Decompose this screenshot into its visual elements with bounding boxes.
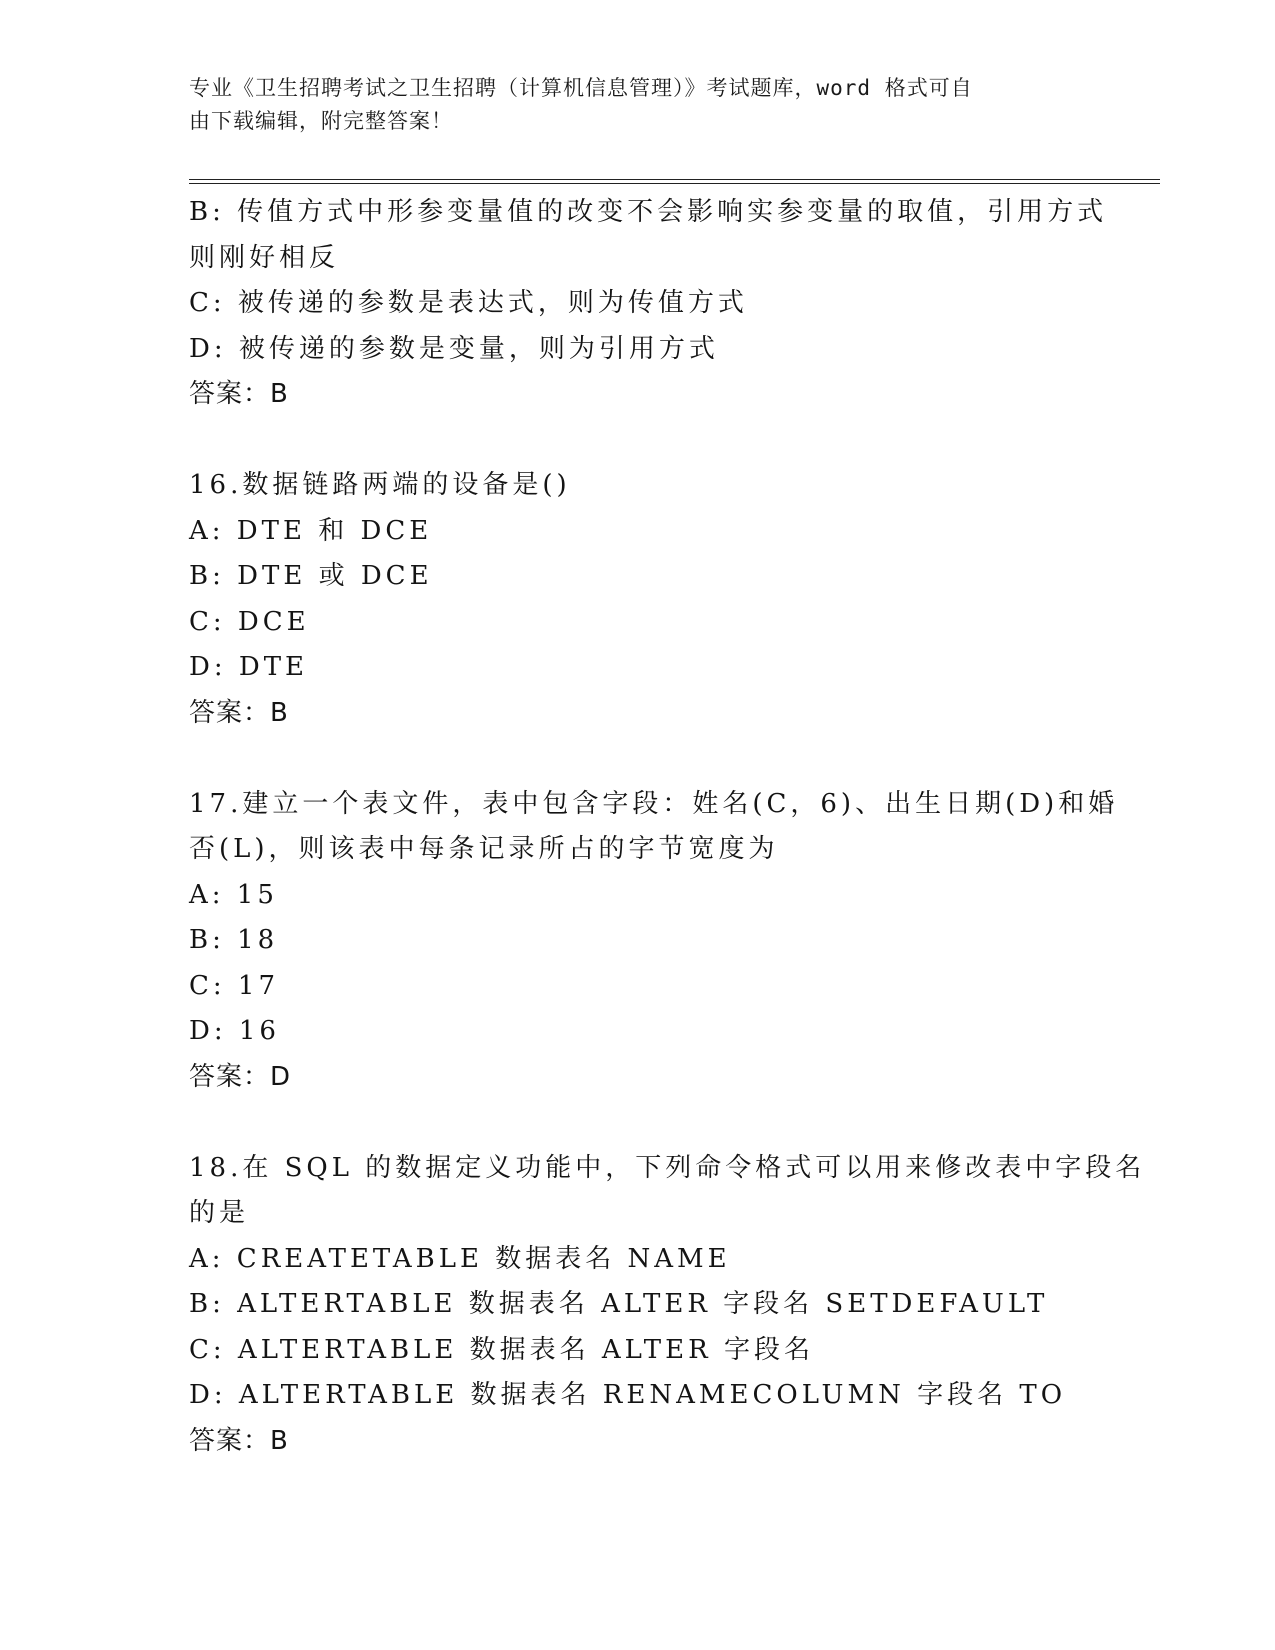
- option-d: D: 16: [189, 1016, 280, 1046]
- answer: 答案：D: [189, 1061, 292, 1092]
- option-b: B: DTE 或 DCE: [189, 561, 433, 591]
- option-d: D: 被传递的参数是变量，则为引用方式: [189, 333, 719, 364]
- header-line-2: 由下载编辑，附完整答案！: [189, 109, 453, 133]
- option-c: C: ALTERTABLE 数据表名 ALTER 字段名: [189, 1334, 814, 1365]
- question-15-continued: [189, 190, 1108, 418]
- question-18: [189, 1146, 1146, 1465]
- question-text: 16.数据链路两端的设备是(): [189, 470, 571, 500]
- header-divider-top: [189, 179, 1160, 180]
- question-text-line-2: 的是: [189, 1198, 250, 1228]
- answer: 答案：B: [189, 1425, 289, 1456]
- option-b: B: 18: [189, 925, 279, 955]
- question-content: [189, 190, 1146, 1464]
- option-d: D: ALTERTABLE 数据表名 RENAMECOLUMN 字段名 TO: [189, 1380, 1067, 1410]
- spacer: [189, 1100, 1089, 1146]
- question-17: [189, 782, 1119, 1101]
- spacer: [189, 736, 1089, 782]
- answer: 答案：B: [189, 697, 289, 728]
- answer: 答案：B: [189, 379, 289, 409]
- option-b-line-1: B: 传值方式中形参变量值的改变不会影响实参变量的取值，引用方式: [189, 197, 1108, 227]
- option-a: A: CREATETABLE 数据表名 NAME: [189, 1243, 731, 1274]
- option-d: D: DTE: [189, 652, 309, 682]
- option-c: C: 17: [189, 970, 280, 1001]
- header-divider-bottom: [189, 183, 1160, 184]
- question-text-line-1: 18.在 SQL 的数据定义功能中，下列命令格式可以用来修改表中字段名: [189, 1152, 1146, 1183]
- question-text-line-1: 17.建立一个表文件，表中包含字段：姓名(C，6)、出生日期(D)和婚: [189, 788, 1119, 819]
- header-line-1: 专业《卫生招聘考试之卫生招聘（计算机信息管理）》考试题库，word 格式可自: [189, 76, 973, 100]
- option-c: C: DCE: [189, 606, 310, 637]
- option-c: C: 被传递的参数是表达式，则为传值方式: [189, 288, 748, 318]
- spacer: [189, 418, 1089, 464]
- option-a: A: DTE 和 DCE: [189, 515, 433, 546]
- page-header: [189, 72, 1089, 138]
- option-a: A: 15: [189, 879, 278, 910]
- question-text-line-2: 否(L)，则该表中每条记录所占的字节宽度为: [189, 834, 779, 864]
- option-b-line-2: 则刚好相反: [189, 242, 340, 273]
- question-16: [189, 463, 1089, 736]
- option-b: B: ALTERTABLE 数据表名 ALTER 字段名 SETDEFAULT: [189, 1289, 1049, 1319]
